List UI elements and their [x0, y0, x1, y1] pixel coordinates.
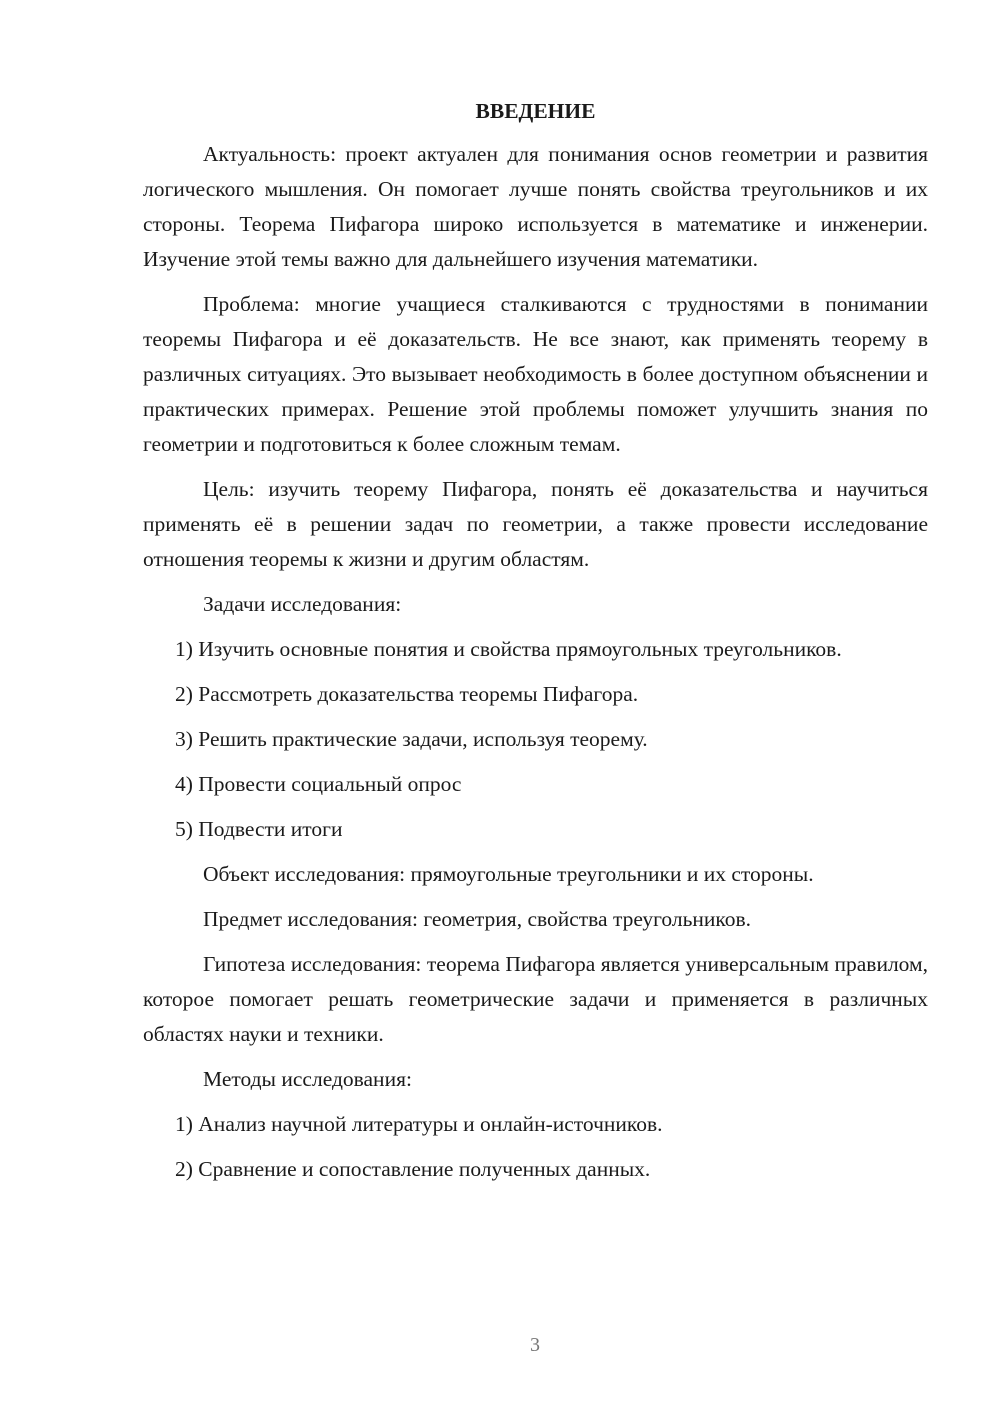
list-item: 1) Изучить основные понятия и свойства прямоугольных треугольников.: [175, 637, 842, 661]
methods-label: Методы исследования:: [203, 1067, 412, 1091]
tasks-list: [143, 632, 928, 847]
list-item: 4) Провести социальный опрос: [175, 772, 462, 796]
paragraph-object: Объект исследования: прямоугольные треугольники и их стороны.: [203, 862, 814, 886]
paragraph-actuality: Актуальность: проект актуален для понимания основ геометрии и развития логического мышления. Он помогает лучше понять свойства треугольников и их стороны. Теорема Пифагора широко используется в математике и инженерии. Изучение этой темы важно для дальнейшего изучения математики.: [143, 142, 928, 271]
paragraph-problem: Проблема: многие учащиеся сталкиваются с трудностями в понимании теоремы Пифагора и её доказательств. Не все знают, как применять теорему в различных ситуациях. Это вызывает необходимость в более доступном объяснении и практических примерах. Решение этой проблемы поможет улучшить знания по геометрии и подготовиться к более сложным темам.: [143, 292, 928, 456]
list-item: 1) Анализ научной литературы и онлайн-источников.: [175, 1112, 663, 1136]
tasks-label: Задачи исследования:: [203, 592, 402, 616]
paragraph-hypothesis: Гипотеза исследования: теорема Пифагора является универсальным правилом, которое помогает решать геометрические задачи и применяется в различных областях науки и техники.: [143, 952, 928, 1046]
list-item: 3) Решить практические задачи, используя теорему.: [175, 727, 648, 751]
paragraph-subject: Предмет исследования: геометрия, свойства треугольников.: [203, 907, 752, 931]
methods-list: [143, 1107, 928, 1187]
list-item: 2) Рассмотреть доказательства теоремы Пифагора.: [175, 682, 639, 706]
list-item: 2) Сравнение и сопоставление полученных данных.: [175, 1157, 651, 1181]
list-item: 5) Подвести итоги: [175, 817, 343, 841]
paragraph-goal: Цель: изучить теорему Пифагора, понять её доказательства и научиться применять её в решении задач по геометрии, а также провести исследование отношения теоремы к жизни и другим областям.: [143, 477, 928, 571]
document-page: [143, 94, 928, 1197]
page-title: ВВЕДЕНИЕ: [475, 99, 596, 123]
page-number: 3: [530, 1334, 540, 1356]
